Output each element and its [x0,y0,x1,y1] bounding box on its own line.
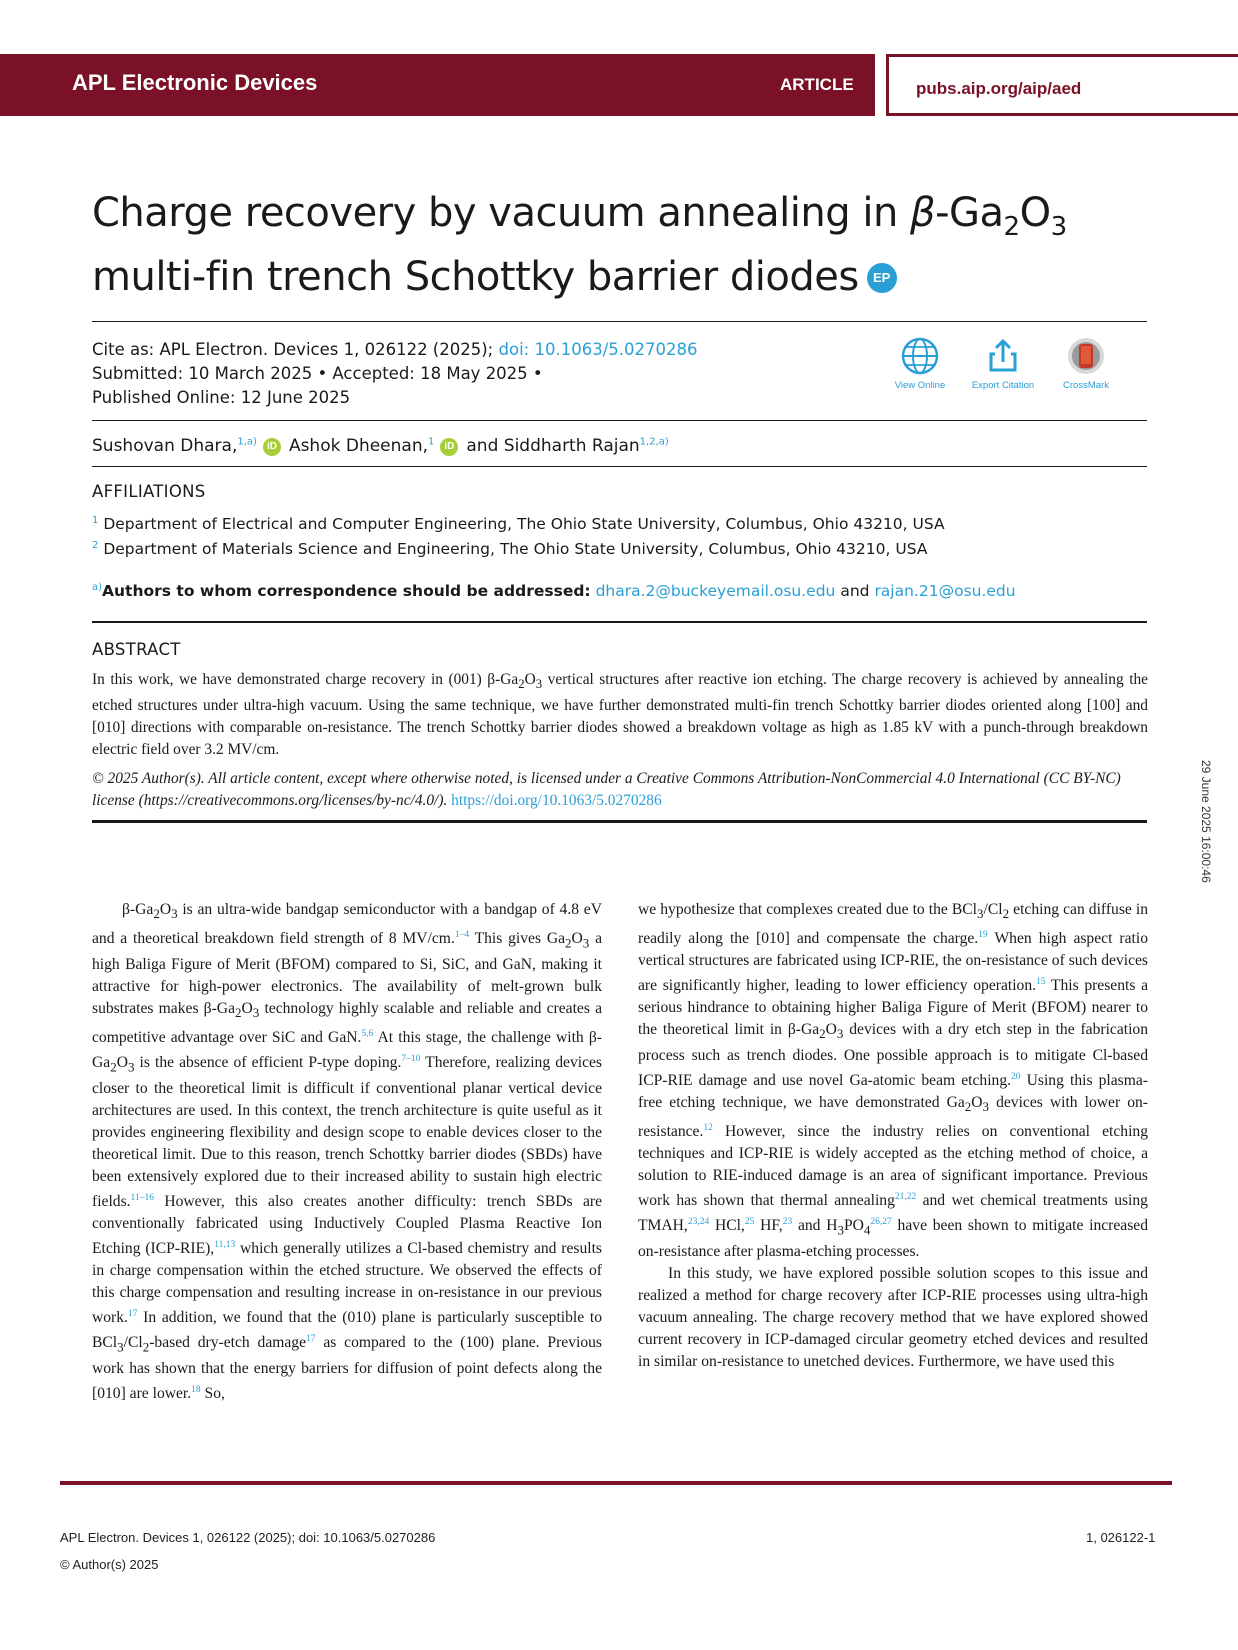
export-citation-button[interactable] [968,336,1038,391]
reference-link[interactable]: 26,27 [870,1217,892,1228]
abstract-top-rule [92,621,1147,623]
reference-link[interactable]: 11–16 [130,1192,154,1203]
author-name[interactable]: Sushovan Dhara, [92,436,238,456]
cite-divider [92,420,1147,421]
author-list: Sushovan Dhara,$^{1,a)}$ iD Ashok Dheenan,$^1$ iD and Siddharth Rajan$^{1,2,a)}$ [92,436,669,456]
dates-line-2: Published Online: 12 June 2025 [92,388,351,407]
reference-link[interactable]: 23 [782,1217,793,1228]
reference-link[interactable]: 17 [127,1308,138,1319]
body-paragraph: $\beta-Ga_2O_3$ is an ultra-wide bandgap semiconductor with a bandgap of 4.8 eV and a theoretical breakdown field strength of 8 MV/cm.$^{1-4}$ This gives $Ga_2O_3$ a high Baliga Figure of Merit (BFOM) compared to Si, SiC, and GaN, making it attractive for high-power electronics. The availability of melt-grown bulk substrates makes $\beta-Ga_2O_3$ technology highly scalable and reliable and creates a competitive advantage over SiC and GaN.$^{5,6}$ At this stage, the challenge with $\beta-Ga_2O_3$ is the absence of efficient P-type doping.$^{7-10}$ Therefore, realizing devices closer to the theoretical limit is difficult if conventional planar vertical device architectures are used. In this context, the trench architecture is quite useful as it provides engineering flexibility and design scope to enable devices closer to the theoretical limit. Due to this reason, trench Schottky barrier diodes (SBDs) have been extensively explored due to their increased ability to sustain high electric fields.$^{11-16}$ However, this also creates another difficulty: trench SBDs are conventionally fabricated using Inductively Coupled Plasma Reactive Ion Etching (ICP-RIE),$^{11,13}$ which generally utilizes a Cl-based chemistry and results in charge compensation within the etched structure. We observed the effects of this charge compensation and resulting increase in on-resistance in our previous work.$^{17}$ In addition, we found that the (010) plane is particularly susceptible to $BCl_3/Cl_2$-based dry-etch damage$^{17}$ as compared to the (100) plane. Previous work has shown that the energy barriers for diffusion of point defects along the [010] are lower.$^{18}$ So, [92,901,602,1403]
body-column-left [92,899,602,1405]
page-number: 1, 026122-1 [1086,1530,1156,1545]
crossmark-button[interactable] [1051,336,1121,391]
reference-link[interactable]: 12 [703,1123,713,1134]
crossmark-label: CrossMark [1063,380,1109,391]
view-online-button[interactable] [885,336,955,391]
affiliation-2: $^2$ Department of Materials Science and Engineering, The Ohio State University, Columbus, Ohio 43210, USA [92,540,928,559]
export-citation-label: Export Citation [971,380,1035,391]
cite-as-line: Cite as: APL Electron. Devices 1, 026122 (2025); doi: 10.1063/5.0270286 [92,340,698,359]
body-column-right [638,899,1148,1373]
title-divider [92,321,1147,322]
footer-rule [60,1481,1172,1485]
affiliations-heading: AFFILIATIONS [92,482,206,501]
article-tools [894,336,1150,396]
email-link[interactable]: rajan.21@osu.edu [874,582,1016,601]
reference-link[interactable]: 17 [306,1333,316,1344]
reference-link[interactable]: 1–4 [454,930,470,941]
globe-icon [900,336,940,376]
reference-link[interactable]: 11,13 [214,1239,236,1250]
journal-url-link[interactable]: pubs.aip.org/aip/aed [916,79,1082,98]
abstract-text: In this work, we have demonstrated charge recovery in (001) $\beta-Ga_2O_3$ vertical structures after reactive ion etching. The charge recovery is achieved by annealing the etched structures under ultra-high vacuum. Using the same technique, we have further demonstrated multi-fin trench Schottky barrier diodes oriented along [100] and [010] directions with comparable on-resistance. The trench Schottky barrier diodes showed a breakdown voltage as high as 1.85 kV with a punch-through breakdown electric field over 3.2 MV/cm. [92,671,1148,759]
orcid-icon[interactable]: iD [263,438,281,456]
author-name[interactable]: and Siddharth Rajan [466,436,640,456]
doi-link[interactable]: https://doi.org/10.1063/5.0270286 [451,792,662,809]
reference-link[interactable]: 7–10 [401,1054,421,1065]
email-link[interactable]: dhara.2@buckeyemail.osu.edu [595,582,836,601]
article-type-label: ARTICLE [780,75,854,94]
abstract-heading: ABSTRACT [92,640,181,659]
title-line-2: multi-fin trench Schottky barrier diodes EP [92,252,1152,302]
journal-name[interactable]: APL Electronic Devices [72,70,318,95]
abstract-bottom-rule [92,820,1147,823]
title-line-1: Charge recovery by vacuum annealing in $\beta-Ga_2O_3$ [92,190,1067,242]
dates-line-1: Submitted: 10 March 2025 • Accepted: 18 May 2025 • [92,364,543,383]
footer-copyright: © Author(s) 2025 [60,1557,159,1572]
author-name[interactable]: Ashok Dheenan, [288,436,429,456]
affiliation-1: $^1$ Department of Electrical and Computer Engineering, The Ohio State University, Columbus, Ohio 43210, USA [92,515,945,534]
orcid-icon[interactable]: iD [440,438,458,456]
reference-link[interactable]: 23,24 [687,1217,710,1228]
doi-link[interactable]: doi: 10.1063/5.0270286 [498,340,698,359]
reference-link[interactable]: 25 [744,1217,755,1228]
reference-link[interactable]: 18 [191,1384,201,1395]
authors-divider [92,466,1147,467]
reference-link[interactable]: 15 [1036,977,1046,988]
license-text: © 2025 Author(s). All article content, except where otherwise noted, is licensed under a Creative Commons Attribution-NonCommercial 4.0 International (CC BY-NC) license (https://creativecommons.org/licenses/by-nc/4.0/). https://doi.org/10.1063/5.0270286 [92,770,1121,809]
reference-link[interactable]: 21,22 [894,1191,917,1202]
crossmark-icon [1066,336,1106,376]
reference-link[interactable]: 20 [1011,1071,1021,1082]
export-icon [983,336,1023,376]
download-timestamp: 29 June 2025 16:00:46 [1199,760,1213,883]
correspondence-line: $^{a)}$Authors to whom correspondence should be addressed: dhara.2@buckeyemail.osu.edu and rajan.21@osu.edu [92,582,1016,601]
body-paragraph: we hypothesize that complexes created due to the $BCl_3/Cl_2$ etching can diffuse in readily along the [010] and compensate the charge.$^{19}$ When high aspect ratio vertical structures are fabricated using ICP-RIE, the on-resistance of such devices are significantly higher, leading to lower efficiency operation.$^{15}$ This presents a serious hindrance to obtaining higher Baliga Figure of Merit (BFOM) nearer to the theoretical limit in $\beta-Ga_2O_3$ devices with a dry etch step in the fabrication process such as trench diodes. One possible approach is to mitigate Cl-based ICP-RIE damage and use novel Ga-atomic beam etching.$^{20}$ Using this plasma-free etching technique, we have demonstrated $Ga_2O_3$ devices with lower on-resistance.$^{12}$ However, since the industry relies on conventional etching techniques and ICP-RIE is widely accepted as the etching method of choice, a solution to RIE-induced damage is an area of significant importance. Previous work has shown that thermal annealing$^{21,22}$ and wet chemical treatments using TMAH,$^{23,24}$ HCl,$^{25}$ HF,$^{23}$ and $H_3PO_4^{26,27}$ have been shown to mitigate increased on-resistance after plasma-etching processes. [638,901,1149,1261]
footer-citation: APL Electron. Devices 1, 026122 (2025); doi: 10.1063/5.0270286 © Author(s) 2025 [60,1524,435,1578]
reference-link[interactable]: 5,6 [361,1029,374,1040]
article-title [92,188,1152,302]
view-online-label: View Online [894,380,946,391]
citation-block [92,338,832,410]
body-paragraph: In this study, we have explored possible solution scopes to this issue and realized a method for charge recovery after ICP-RIE processes using ultra-high vacuum annealing. The charge recovery method that we have explored showed current recovery in ICP-damaged circular geometry etched devices and resulted in similar on-resistance to unetched devices. Furthermore, we have used this [638,1265,1148,1370]
editors-pick-badge[interactable]: EP [867,263,897,293]
reference-link[interactable]: 19 [978,930,988,941]
